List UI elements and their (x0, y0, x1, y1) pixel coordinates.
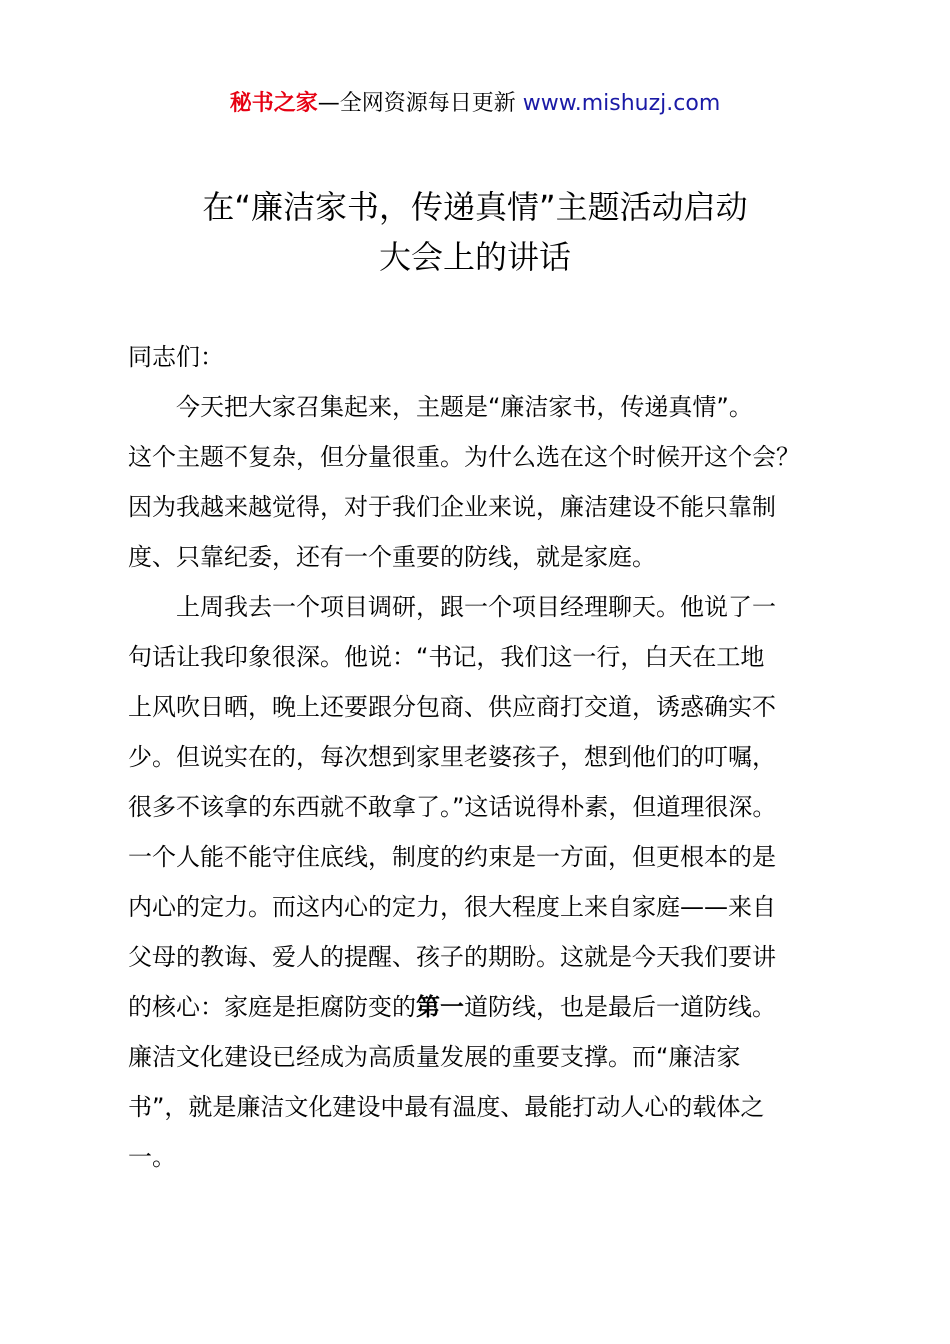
paragraph-2-line: 上风吹日晒，晚上还要跟分包商、供应商打交道，诱惑确实不 (128, 693, 776, 721)
paragraph-2-line: 父母的教诲、爱人的提醒、孩子的期盼。这就是今天我们要讲 (128, 943, 776, 971)
bold-emphasis: 第一 (416, 993, 464, 1021)
paragraph-2-line: 书”，就是廉洁文化建设中最有温度、最能打动人心的载体之 (128, 1093, 765, 1121)
paragraph-1-line: 今天把大家召集起来，主题是“廉洁家书，传递真情”。 (176, 393, 753, 421)
line-text: 的核心：家庭是拒腐防变的 (128, 993, 416, 1021)
paragraph-2-line: 少。但说实在的，每次想到家里老婆孩子，想到他们的叮嘱， (128, 743, 776, 771)
paragraph-2-line: 上周我去一个项目调研，跟一个项目经理聊天。他说了一 (176, 593, 776, 621)
paragraph-2-line: 廉洁文化建设已经成为高质量发展的重要支撑。而“廉洁家 (128, 1043, 741, 1071)
title-line-1: 在“廉洁家书，传递真情”主题活动启动 (202, 188, 748, 226)
paragraph-1-line: 这个主题不复杂，但分量很重。为什么选在这个时候开这个会？ (128, 443, 800, 471)
paragraph-2-line: 一个人能不能守住底线，制度的约束是一方面，但更根本的是 (128, 843, 776, 871)
document-title (0, 182, 950, 282)
site-header (0, 88, 950, 120)
paragraph-1-line: 度、只靠纪委，还有一个重要的防线，就是家庭。 (128, 543, 656, 571)
paragraph-2-line: 句话让我印象很深。他说：“书记，我们这一行，白天在工地 (128, 643, 765, 671)
paragraph-1-line: 因为我越来越觉得，对于我们企业来说，廉洁建设不能只靠制 (128, 493, 776, 521)
site-url-link[interactable]: www.mishuzj.com (522, 91, 721, 116)
paragraph-2-line (128, 982, 863, 1032)
title-line-2: 大会上的讲话 (378, 238, 571, 276)
paragraph-2-line: 很多不该拿的东西就不敢拿了。”这话说得朴素，但道理很深。 (128, 793, 777, 821)
site-tagline: —全网资源每日更新 (317, 91, 516, 116)
speech-body (128, 382, 863, 1182)
paragraph-2-line: 内心的定力。而这内心的定力，很大程度上来自家庭——来自 (128, 893, 776, 921)
line-text: 道防线，也是最后一道防线。 (464, 993, 776, 1021)
paragraph-2-line: 一。 (128, 1143, 176, 1171)
site-brand: 秘书之家 (229, 91, 318, 116)
salutation: 同志们： (128, 343, 224, 371)
